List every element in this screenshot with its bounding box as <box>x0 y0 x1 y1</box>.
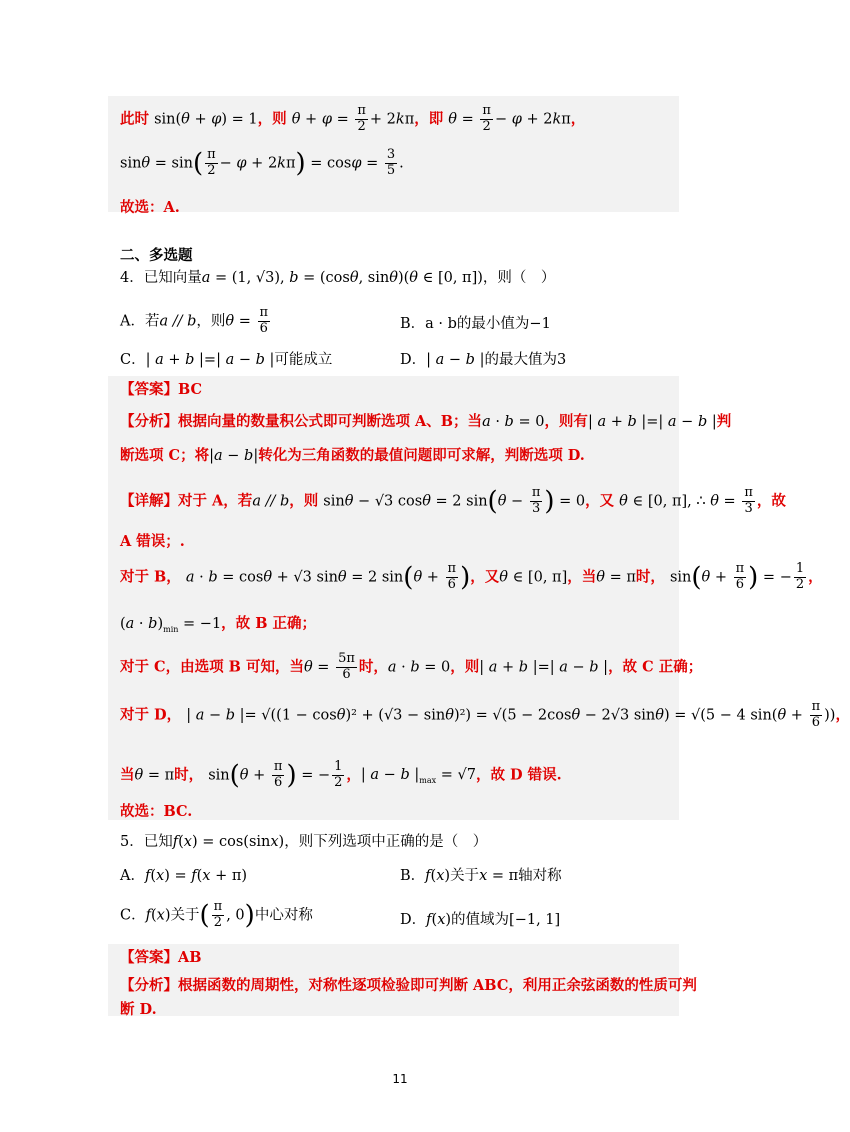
choice-line-4: 故选：BC. <box>120 803 193 820</box>
for-b-line-2: $(a \cdot b)_{min} = -1$，故 B 正确； <box>120 615 317 634</box>
question-4: 4．已知向量a = (1, √3), b = (cosθ, sinθ)(θ ∈ [0, π])，则（ ） <box>120 270 556 286</box>
answer-4: 【答案】BC <box>120 381 203 398</box>
q5-option-d: D．f(x)的值域为[−1, 1] <box>400 912 561 928</box>
detail-4-line-2: A 错误；. <box>120 533 185 550</box>
section-heading: 二、多选题 <box>120 248 193 264</box>
analysis-5-line-1: 【分析】根据函数的周期性，对称性逐项检验即可判断 ABC，利用正余弦函数的性质可判 <box>120 977 697 994</box>
choice-line-3: 故选：A. <box>120 199 180 216</box>
solution-line-1: 此时 sin(θ + φ) = 1，则 θ + φ = $\frac{\pi}{2}$ + 2kπ，即 θ = $\frac{\pi}{2}$ − φ + 2kπ， <box>120 103 586 134</box>
q4-option-b: B．a · b的最小值为−1 <box>400 316 551 332</box>
q5-option-c: C．f(x)关于( $\frac{\pi}{2}$ , 0)中心对称 <box>120 899 313 931</box>
answer-5: 【答案】AB <box>120 949 202 966</box>
detail-4-line-1: 【详解】对于 A，若a // b，则 sinθ − √3 cosθ = 2 sin(θ − $\frac{\pi}{3}$ ) = 0，又 θ ∈ [0, π], ∴ θ = $\frac{\pi}{3}$ ，故 <box>120 485 786 517</box>
q4-option-c: C．| a + b |=| a − b |可能成立 <box>120 352 333 368</box>
question-5: 5．已知f(x) = cos(sinx)，则下列选项中正确的是（ ） <box>120 834 488 850</box>
analysis-4-line-2: 断选项 C；将|a − b|转化为三角函数的最值问题即可求解，判断选项 D. <box>120 447 585 464</box>
for-c-line: 对于 C，由选项 B 可知，当θ = $\frac{5\pi}{6}$ 时，a · b = 0，则| a + b |=| a − b |，故 C 正确； <box>120 651 703 682</box>
q5-option-b: B．f(x)关于x = π轴对称 <box>400 868 562 884</box>
for-d-line-2: 当θ = π时， sin(θ + $\frac{\pi}{6}$ ) = − $\frac{1}{2}$ ，| a − b $|_{max} = √7$，故 D 错误. <box>120 759 562 791</box>
for-d-line-1: 对于 D， | a − b |= √((1 − cosθ)² + (√3 − sinθ)²) = √(5 − 2cosθ − 2√3 sinθ) = √(5 − 4 sin(θ + $\frac{\pi}{6}$ ))， <box>120 699 850 730</box>
q5-option-a: A．f(x) = f(x + π) <box>120 868 248 884</box>
q4-option-d: D．| a − b |的最大值为3 <box>400 352 567 368</box>
page-number: 11 <box>392 1072 408 1086</box>
for-b-line-1: 对于 B， a · b = cosθ + √3 sinθ = 2 sin(θ + $\frac{\pi}{6}$ )，又θ ∈ [0, π]，当θ = π时， sin(θ + $\frac{\pi}{6}$ ) = − $\frac{1}{2}$ ， <box>120 561 823 593</box>
answer-block-4 <box>108 376 679 820</box>
analysis-5-line-2: 断 D. <box>120 1001 157 1018</box>
solution-line-2: sinθ = sin( $\frac{\pi}{2}$ − φ + 2kπ) = cosφ = $\frac{3}{5}$ . <box>120 147 404 179</box>
q4-option-a: A．若a // b，则θ = $\frac{\pi}{6}$ <box>120 305 269 336</box>
analysis-4-line-1: 【分析】根据向量的数量积公式即可判断选项 A、B；当a · b = 0，则有| a + b |=| a − b |判 <box>120 413 732 430</box>
